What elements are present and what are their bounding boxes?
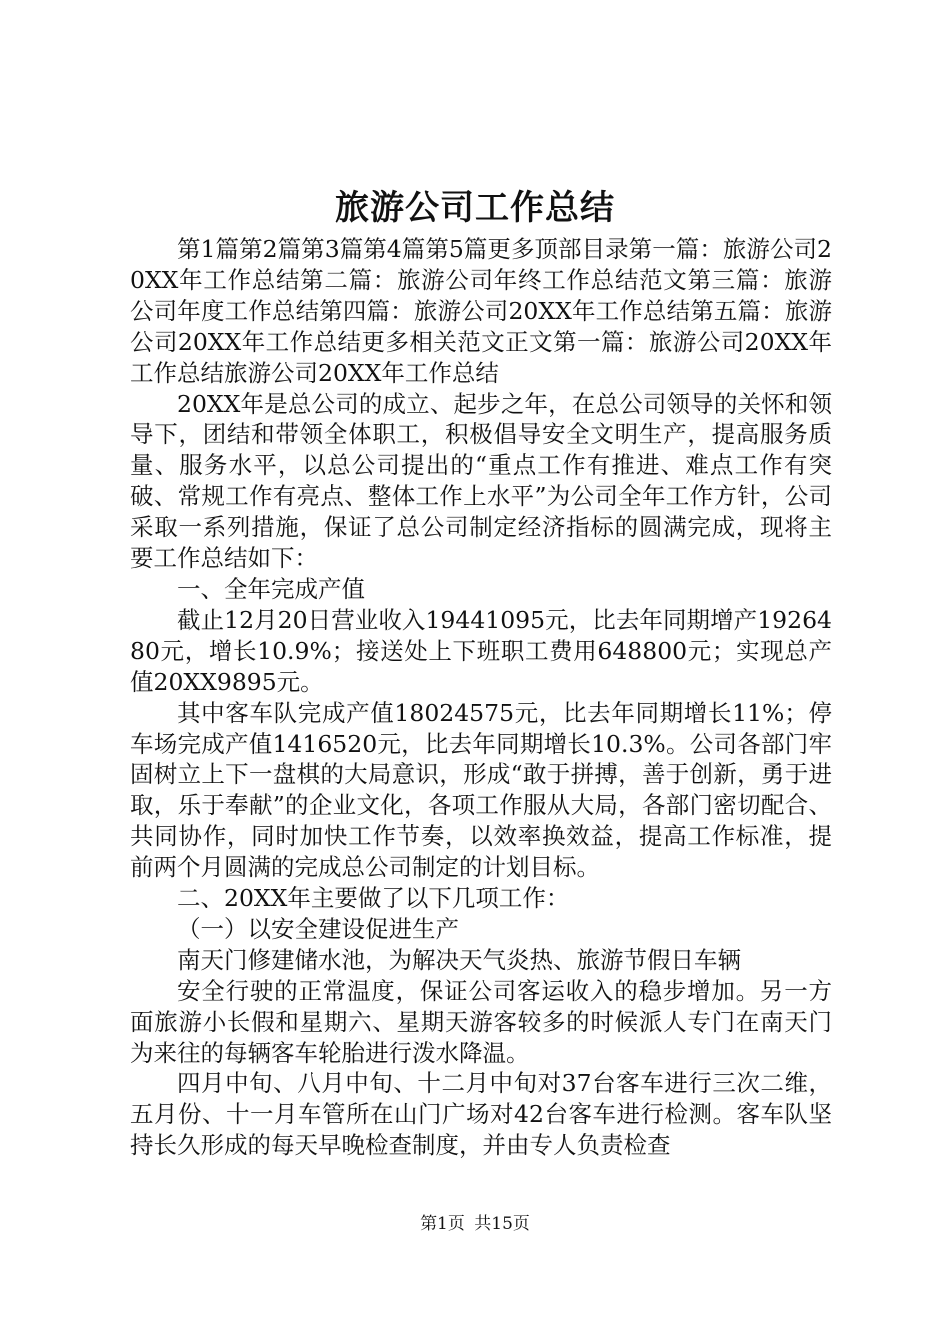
page-number: 第1页 [420, 1214, 465, 1234]
paragraph-toc: 第1篇第2篇第3篇第4篇第5篇更多顶部目录第一篇：旅游公司20XX年工作总结第二篇：旅游公司年终工作总结范文第三篇：旅游公司年度工作总结第四篇：旅游公司20XX年工作总结第五篇：旅游公司20XX年工作总结更多相关范文正文第一篇：旅游公司20XX年工作总结旅游公司20XX年工作总结 [130, 235, 832, 387]
paragraph-inspection: 四月中旬、八月中旬、十二月中旬对37台客车进行三次二维，五月份、十一月车管所在山门广场对42台客车进行检测。客车队坚持长久形成的每天早晚检查制度，并由专人负责检查 [130, 1069, 832, 1160]
page-footer [0, 1212, 950, 1236]
heading-section-2: 二、20XX年主要做了以下几项工作： [177, 884, 570, 913]
page-total: 共15页 [474, 1214, 530, 1234]
heading-subsection-1: （一）以安全建设促进生产 [177, 914, 459, 943]
paragraph-safety: 安全行驶的正常温度，保证公司客运收入的稳步增加。另一方面旅游小长假和星期六、星期天游客较多的时候派人专门在南天门为来往的每辆客车轮胎进行泼水降温。 [130, 976, 832, 1067]
paragraph-revenue: 截止12月20日营业收入19441095元，比去年同期增产1926480元，增长10.9%；接送处上下班职工费用648800元；实现总产值20XX9895元。 [130, 605, 832, 696]
paragraph-water-pool: 南天门修建储水池，为解决天气炎热、旅游节假日车辆 [177, 945, 741, 974]
paragraph-output: 其中客车队完成产值18024575元，比去年同期增长11%；停车场完成产值1416520元，比去年同期增长10.3%。公司各部门牢固树立上下一盘棋的大局意识，形成“敢于拼搏，善于创新，勇于进取，乐于奉献”的企业文化，各项工作服从大局，各部门密切配合、共同协作，同时加快工作节奏，以效率换效益，提高工作标准，提前两个月圆满的完成总公司制定的计划目标。 [130, 698, 832, 882]
heading-section-1: 一、全年完成产值 [177, 574, 365, 603]
document-title: 旅游公司工作总结 [335, 188, 615, 228]
paragraph-intro: 20XX年是总公司的成立、起步之年，在总公司领导的关怀和领导下，团结和带领全体职工，积极倡导安全文明生产，提高服务质量、服务水平，以总公司提出的“重点工作有推进、难点工作有突破、常规工作有亮点、整体工作上水平”为公司全年工作方针，公司采取一系列措施，保证了总公司制定经济指标的圆满完成，现将主要工作总结如下： [130, 389, 832, 573]
document-body [130, 234, 832, 1161]
